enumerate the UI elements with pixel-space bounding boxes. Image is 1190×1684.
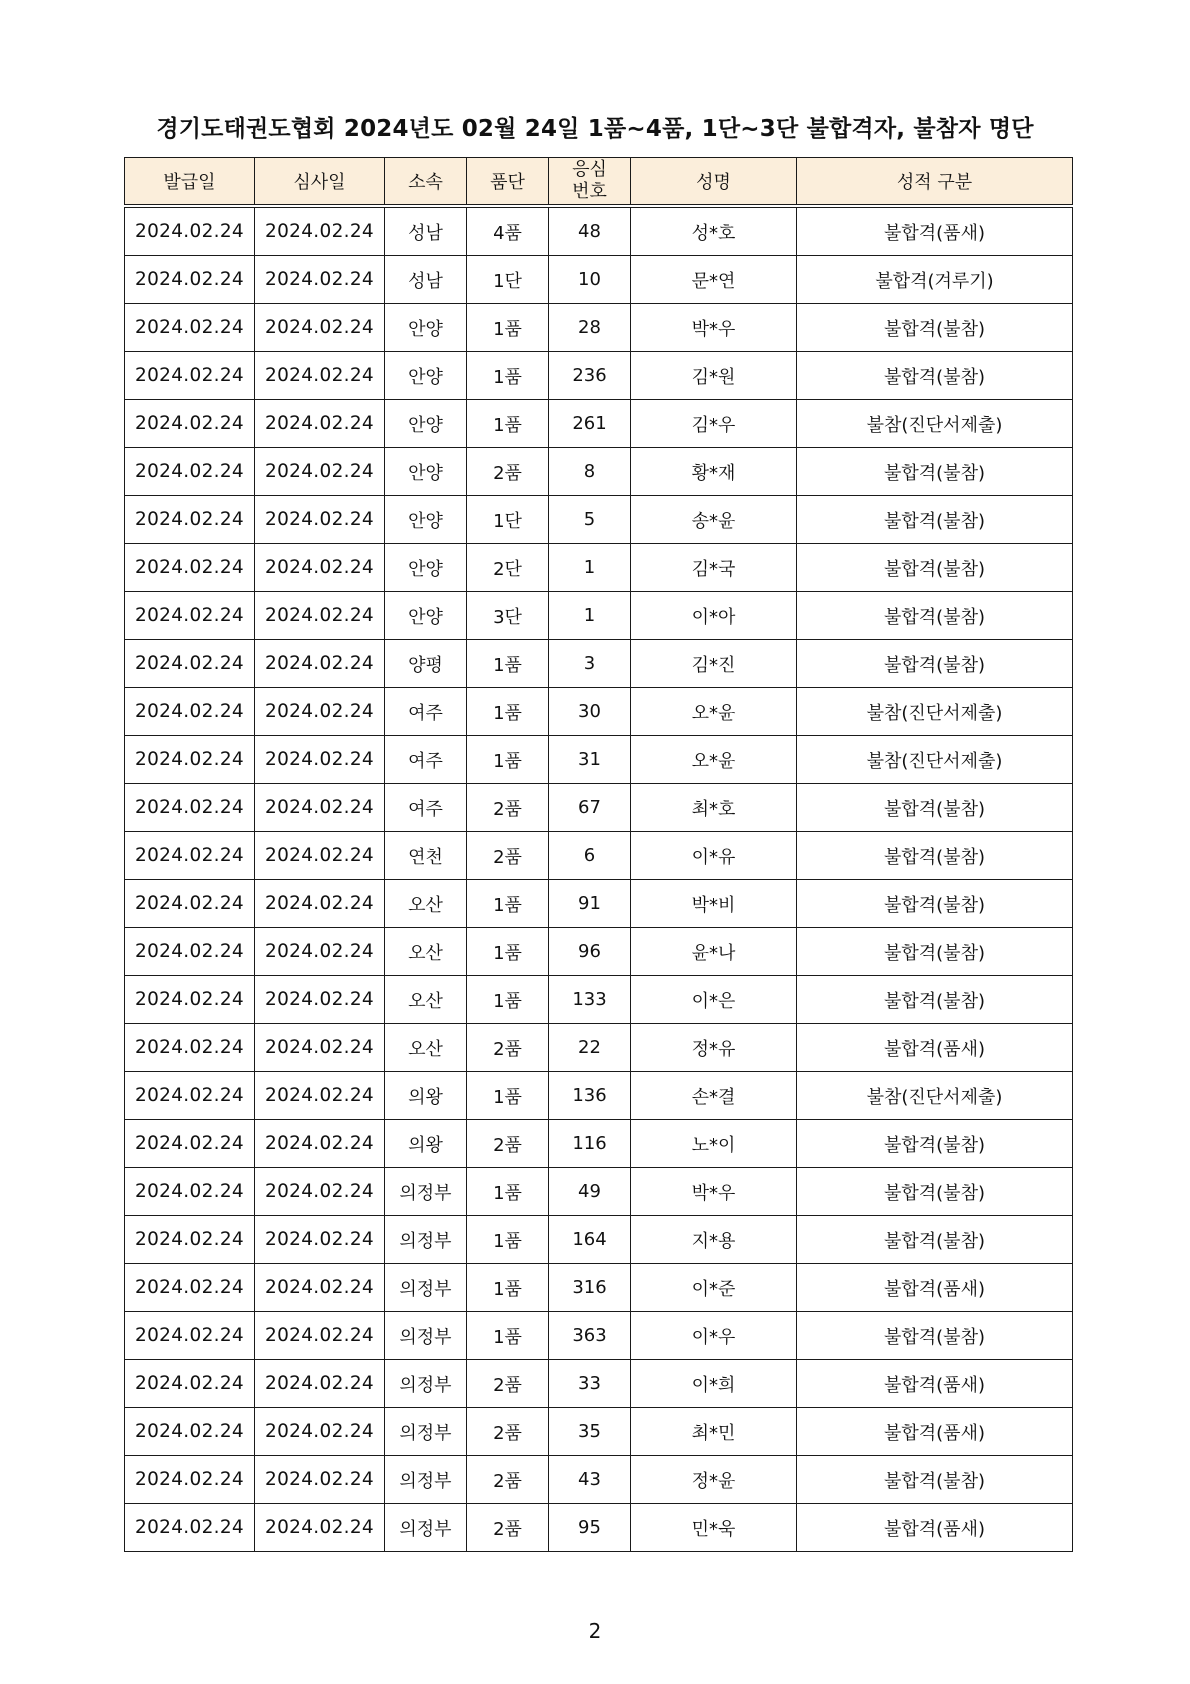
exam-number-cell: 67 bbox=[549, 784, 631, 832]
result-cell: 불합격(품새) bbox=[797, 1504, 1073, 1552]
issue-date-cell: 2024.02.24 bbox=[125, 1504, 255, 1552]
rank-cell: 1단 bbox=[467, 496, 549, 544]
table-row bbox=[125, 1456, 1073, 1504]
exam-date-cell: 2024.02.24 bbox=[255, 880, 385, 928]
rank-cell: 1단 bbox=[467, 256, 549, 304]
header-exam-number-line1: 응심 bbox=[572, 159, 607, 180]
exam-date-cell: 2024.02.24 bbox=[255, 1024, 385, 1072]
affiliation-cell: 안양 bbox=[385, 304, 467, 352]
table-row bbox=[125, 448, 1073, 496]
name-cell: 황*재 bbox=[631, 448, 797, 496]
exam-number-cell: 43 bbox=[549, 1456, 631, 1504]
exam-number-cell: 28 bbox=[549, 304, 631, 352]
rank-cell: 1품 bbox=[467, 1216, 549, 1264]
affiliation-cell: 여주 bbox=[385, 736, 467, 784]
exam-date-cell: 2024.02.24 bbox=[255, 206, 385, 256]
result-cell: 불합격(불참) bbox=[797, 1312, 1073, 1360]
rank-cell: 2품 bbox=[467, 448, 549, 496]
name-cell: 최*민 bbox=[631, 1408, 797, 1456]
issue-date-cell: 2024.02.24 bbox=[125, 1408, 255, 1456]
issue-date-cell: 2024.02.24 bbox=[125, 1168, 255, 1216]
exam-number-cell: 164 bbox=[549, 1216, 631, 1264]
issue-date-cell: 2024.02.24 bbox=[125, 1216, 255, 1264]
exam-number-cell: 133 bbox=[549, 976, 631, 1024]
issue-date-cell: 2024.02.24 bbox=[125, 736, 255, 784]
table-row bbox=[125, 1120, 1073, 1168]
exam-date-cell: 2024.02.24 bbox=[255, 544, 385, 592]
result-cell: 불합격(겨루기) bbox=[797, 256, 1073, 304]
issue-date-cell: 2024.02.24 bbox=[125, 448, 255, 496]
table-row bbox=[125, 1168, 1073, 1216]
exam-number-cell: 1 bbox=[549, 592, 631, 640]
exam-date-cell: 2024.02.24 bbox=[255, 1360, 385, 1408]
name-cell: 이*준 bbox=[631, 1264, 797, 1312]
rank-cell: 2품 bbox=[467, 1120, 549, 1168]
table-row bbox=[125, 1504, 1073, 1552]
name-cell: 문*연 bbox=[631, 256, 797, 304]
header-exam-number bbox=[549, 158, 631, 207]
table-row bbox=[125, 400, 1073, 448]
exam-number-cell: 35 bbox=[549, 1408, 631, 1456]
issue-date-cell: 2024.02.24 bbox=[125, 784, 255, 832]
header-row bbox=[125, 158, 1073, 207]
exam-date-cell: 2024.02.24 bbox=[255, 736, 385, 784]
exam-date-cell: 2024.02.24 bbox=[255, 1408, 385, 1456]
document-title: 경기도태권도협회 2024년도 02월 24일 1품~4품, 1단~3단 불합격자, 불참자 명단 bbox=[156, 116, 1034, 142]
table-row bbox=[125, 544, 1073, 592]
rank-cell: 2품 bbox=[467, 1360, 549, 1408]
exam-date-cell: 2024.02.24 bbox=[255, 976, 385, 1024]
affiliation-cell: 안양 bbox=[385, 496, 467, 544]
header-exam-number-line2: 번호 bbox=[572, 181, 607, 202]
issue-date-cell: 2024.02.24 bbox=[125, 928, 255, 976]
affiliation-cell: 안양 bbox=[385, 400, 467, 448]
affiliation-cell: 안양 bbox=[385, 448, 467, 496]
issue-date-cell: 2024.02.24 bbox=[125, 206, 255, 256]
issue-date-cell: 2024.02.24 bbox=[125, 544, 255, 592]
result-cell: 불참(진단서제출) bbox=[797, 688, 1073, 736]
name-cell: 이*유 bbox=[631, 832, 797, 880]
name-cell: 김*우 bbox=[631, 400, 797, 448]
rank-cell: 1품 bbox=[467, 928, 549, 976]
rank-cell: 1품 bbox=[467, 352, 549, 400]
table-row bbox=[125, 1072, 1073, 1120]
table-row bbox=[125, 1264, 1073, 1312]
affiliation-cell: 의정부 bbox=[385, 1360, 467, 1408]
exam-date-cell: 2024.02.24 bbox=[255, 1456, 385, 1504]
issue-date-cell: 2024.02.24 bbox=[125, 1024, 255, 1072]
issue-date-cell: 2024.02.24 bbox=[125, 1072, 255, 1120]
name-cell: 박*우 bbox=[631, 1168, 797, 1216]
result-cell: 불합격(품새) bbox=[797, 1360, 1073, 1408]
result-cell: 불합격(불참) bbox=[797, 640, 1073, 688]
result-cell: 불합격(불참) bbox=[797, 1216, 1073, 1264]
name-cell: 이*우 bbox=[631, 1312, 797, 1360]
result-cell: 불합격(품새) bbox=[797, 1024, 1073, 1072]
exam-number-cell: 95 bbox=[549, 1504, 631, 1552]
exam-date-cell: 2024.02.24 bbox=[255, 1504, 385, 1552]
header-name: 성명 bbox=[631, 158, 797, 207]
exam-number-cell: 31 bbox=[549, 736, 631, 784]
table-row bbox=[125, 880, 1073, 928]
issue-date-cell: 2024.02.24 bbox=[125, 352, 255, 400]
result-cell: 불합격(품새) bbox=[797, 1264, 1073, 1312]
result-cell: 불합격(불참) bbox=[797, 352, 1073, 400]
exam-number-cell: 6 bbox=[549, 832, 631, 880]
issue-date-cell: 2024.02.24 bbox=[125, 1264, 255, 1312]
exam-date-cell: 2024.02.24 bbox=[255, 784, 385, 832]
table-row bbox=[125, 688, 1073, 736]
rank-cell: 2단 bbox=[467, 544, 549, 592]
rank-cell: 1품 bbox=[467, 1264, 549, 1312]
name-cell: 이*희 bbox=[631, 1360, 797, 1408]
issue-date-cell: 2024.02.24 bbox=[125, 256, 255, 304]
result-cell: 불합격(불참) bbox=[797, 832, 1073, 880]
affiliation-cell: 안양 bbox=[385, 544, 467, 592]
exam-date-cell: 2024.02.24 bbox=[255, 688, 385, 736]
table-body bbox=[125, 206, 1073, 1552]
table-row bbox=[125, 304, 1073, 352]
affiliation-cell: 의정부 bbox=[385, 1264, 467, 1312]
issue-date-cell: 2024.02.24 bbox=[125, 496, 255, 544]
table-row bbox=[125, 784, 1073, 832]
rank-cell: 2품 bbox=[467, 1024, 549, 1072]
issue-date-cell: 2024.02.24 bbox=[125, 304, 255, 352]
name-cell: 송*윤 bbox=[631, 496, 797, 544]
result-cell: 불합격(불참) bbox=[797, 1120, 1073, 1168]
affiliation-cell: 오산 bbox=[385, 880, 467, 928]
affiliation-cell: 안양 bbox=[385, 592, 467, 640]
affiliation-cell: 의정부 bbox=[385, 1312, 467, 1360]
result-cell: 불합격(불참) bbox=[797, 1456, 1073, 1504]
exam-date-cell: 2024.02.24 bbox=[255, 640, 385, 688]
exam-number-cell: 91 bbox=[549, 880, 631, 928]
table-row bbox=[125, 592, 1073, 640]
name-cell: 정*윤 bbox=[631, 1456, 797, 1504]
table-row bbox=[125, 206, 1073, 256]
rank-cell: 1품 bbox=[467, 976, 549, 1024]
result-cell: 불합격(품새) bbox=[797, 1408, 1073, 1456]
result-cell: 불합격(불참) bbox=[797, 784, 1073, 832]
result-cell: 불합격(불참) bbox=[797, 448, 1073, 496]
rank-cell: 2품 bbox=[467, 1456, 549, 1504]
table-row bbox=[125, 736, 1073, 784]
rank-cell: 1품 bbox=[467, 880, 549, 928]
table-row bbox=[125, 1408, 1073, 1456]
exam-number-cell: 30 bbox=[549, 688, 631, 736]
result-cell: 불합격(불참) bbox=[797, 1168, 1073, 1216]
table-row bbox=[125, 1312, 1073, 1360]
affiliation-cell: 오산 bbox=[385, 976, 467, 1024]
name-cell: 이*아 bbox=[631, 592, 797, 640]
name-cell: 박*비 bbox=[631, 880, 797, 928]
name-cell: 성*호 bbox=[631, 206, 797, 256]
exam-date-cell: 2024.02.24 bbox=[255, 832, 385, 880]
affiliation-cell: 의정부 bbox=[385, 1216, 467, 1264]
name-cell: 손*결 bbox=[631, 1072, 797, 1120]
result-cell: 불참(진단서제출) bbox=[797, 400, 1073, 448]
exam-date-cell: 2024.02.24 bbox=[255, 352, 385, 400]
rank-cell: 2품 bbox=[467, 1408, 549, 1456]
affiliation-cell: 의왕 bbox=[385, 1120, 467, 1168]
exam-number-cell: 8 bbox=[549, 448, 631, 496]
exam-date-cell: 2024.02.24 bbox=[255, 928, 385, 976]
header-rank: 품단 bbox=[467, 158, 549, 207]
affiliation-cell: 의정부 bbox=[385, 1504, 467, 1552]
exam-date-cell: 2024.02.24 bbox=[255, 1072, 385, 1120]
rank-cell: 1품 bbox=[467, 1168, 549, 1216]
exam-number-cell: 49 bbox=[549, 1168, 631, 1216]
rank-cell: 1품 bbox=[467, 1312, 549, 1360]
rank-cell: 1품 bbox=[467, 1072, 549, 1120]
result-cell: 불합격(불참) bbox=[797, 496, 1073, 544]
exam-number-cell: 5 bbox=[549, 496, 631, 544]
result-cell: 불합격(품새) bbox=[797, 206, 1073, 256]
issue-date-cell: 2024.02.24 bbox=[125, 400, 255, 448]
name-cell: 최*호 bbox=[631, 784, 797, 832]
issue-date-cell: 2024.02.24 bbox=[125, 592, 255, 640]
exam-date-cell: 2024.02.24 bbox=[255, 1216, 385, 1264]
exam-number-cell: 33 bbox=[549, 1360, 631, 1408]
name-cell: 윤*나 bbox=[631, 928, 797, 976]
issue-date-cell: 2024.02.24 bbox=[125, 832, 255, 880]
affiliation-cell: 오산 bbox=[385, 928, 467, 976]
table-row bbox=[125, 496, 1073, 544]
table-row bbox=[125, 1024, 1073, 1072]
rank-cell: 2품 bbox=[467, 832, 549, 880]
results-table bbox=[124, 157, 1073, 1552]
table-row bbox=[125, 976, 1073, 1024]
exam-date-cell: 2024.02.24 bbox=[255, 304, 385, 352]
result-cell: 불합격(불참) bbox=[797, 928, 1073, 976]
rank-cell: 1품 bbox=[467, 640, 549, 688]
header-exam-date: 심사일 bbox=[255, 158, 385, 207]
table-row bbox=[125, 256, 1073, 304]
exam-number-cell: 10 bbox=[549, 256, 631, 304]
table-row bbox=[125, 1360, 1073, 1408]
header-affiliation: 소속 bbox=[385, 158, 467, 207]
table-row bbox=[125, 640, 1073, 688]
name-cell: 김*진 bbox=[631, 640, 797, 688]
table-row bbox=[125, 1216, 1073, 1264]
name-cell: 김*국 bbox=[631, 544, 797, 592]
affiliation-cell: 성남 bbox=[385, 206, 467, 256]
rank-cell: 4품 bbox=[467, 206, 549, 256]
result-cell: 불참(진단서제출) bbox=[797, 736, 1073, 784]
affiliation-cell: 의정부 bbox=[385, 1408, 467, 1456]
exam-number-cell: 48 bbox=[549, 206, 631, 256]
issue-date-cell: 2024.02.24 bbox=[125, 1360, 255, 1408]
affiliation-cell: 연천 bbox=[385, 832, 467, 880]
name-cell: 박*우 bbox=[631, 304, 797, 352]
affiliation-cell: 안양 bbox=[385, 352, 467, 400]
table-row bbox=[125, 352, 1073, 400]
affiliation-cell: 양평 bbox=[385, 640, 467, 688]
affiliation-cell: 여주 bbox=[385, 688, 467, 736]
affiliation-cell: 여주 bbox=[385, 784, 467, 832]
exam-number-cell: 261 bbox=[549, 400, 631, 448]
exam-date-cell: 2024.02.24 bbox=[255, 1312, 385, 1360]
rank-cell: 3단 bbox=[467, 592, 549, 640]
issue-date-cell: 2024.02.24 bbox=[125, 1120, 255, 1168]
issue-date-cell: 2024.02.24 bbox=[125, 688, 255, 736]
exam-date-cell: 2024.02.24 bbox=[255, 400, 385, 448]
exam-date-cell: 2024.02.24 bbox=[255, 256, 385, 304]
result-cell: 불합격(불참) bbox=[797, 880, 1073, 928]
header-result: 성적 구분 bbox=[797, 158, 1073, 207]
page-number: 2 bbox=[588, 1619, 602, 1643]
issue-date-cell: 2024.02.24 bbox=[125, 1456, 255, 1504]
exam-number-cell: 22 bbox=[549, 1024, 631, 1072]
exam-number-cell: 96 bbox=[549, 928, 631, 976]
affiliation-cell: 의정부 bbox=[385, 1456, 467, 1504]
name-cell: 김*원 bbox=[631, 352, 797, 400]
table-header bbox=[125, 158, 1073, 207]
rank-cell: 1품 bbox=[467, 688, 549, 736]
exam-number-cell: 3 bbox=[549, 640, 631, 688]
exam-date-cell: 2024.02.24 bbox=[255, 496, 385, 544]
rank-cell: 1품 bbox=[467, 736, 549, 784]
exam-number-cell: 236 bbox=[549, 352, 631, 400]
rank-cell: 2품 bbox=[467, 784, 549, 832]
exam-number-cell: 136 bbox=[549, 1072, 631, 1120]
exam-number-cell: 1 bbox=[549, 544, 631, 592]
rank-cell: 1품 bbox=[467, 400, 549, 448]
issue-date-cell: 2024.02.24 bbox=[125, 1312, 255, 1360]
table-row bbox=[125, 832, 1073, 880]
name-cell: 정*유 bbox=[631, 1024, 797, 1072]
result-cell: 불합격(불참) bbox=[797, 976, 1073, 1024]
exam-number-cell: 363 bbox=[549, 1312, 631, 1360]
issue-date-cell: 2024.02.24 bbox=[125, 880, 255, 928]
affiliation-cell: 오산 bbox=[385, 1024, 467, 1072]
exam-number-cell: 316 bbox=[549, 1264, 631, 1312]
result-cell: 불합격(불참) bbox=[797, 592, 1073, 640]
table-row bbox=[125, 928, 1073, 976]
name-cell: 오*윤 bbox=[631, 688, 797, 736]
name-cell: 오*윤 bbox=[631, 736, 797, 784]
header-issue-date: 발급일 bbox=[125, 158, 255, 207]
rank-cell: 1품 bbox=[467, 304, 549, 352]
result-cell: 불합격(불참) bbox=[797, 304, 1073, 352]
affiliation-cell: 성남 bbox=[385, 256, 467, 304]
exam-date-cell: 2024.02.24 bbox=[255, 1120, 385, 1168]
name-cell: 노*이 bbox=[631, 1120, 797, 1168]
result-cell: 불참(진단서제출) bbox=[797, 1072, 1073, 1120]
issue-date-cell: 2024.02.24 bbox=[125, 640, 255, 688]
result-cell: 불합격(불참) bbox=[797, 544, 1073, 592]
name-cell: 지*용 bbox=[631, 1216, 797, 1264]
issue-date-cell: 2024.02.24 bbox=[125, 976, 255, 1024]
exam-date-cell: 2024.02.24 bbox=[255, 1168, 385, 1216]
affiliation-cell: 의왕 bbox=[385, 1072, 467, 1120]
affiliation-cell: 의정부 bbox=[385, 1168, 467, 1216]
name-cell: 민*욱 bbox=[631, 1504, 797, 1552]
name-cell: 이*은 bbox=[631, 976, 797, 1024]
exam-date-cell: 2024.02.24 bbox=[255, 448, 385, 496]
exam-date-cell: 2024.02.24 bbox=[255, 592, 385, 640]
exam-number-cell: 116 bbox=[549, 1120, 631, 1168]
rank-cell: 2품 bbox=[467, 1504, 549, 1552]
exam-date-cell: 2024.02.24 bbox=[255, 1264, 385, 1312]
